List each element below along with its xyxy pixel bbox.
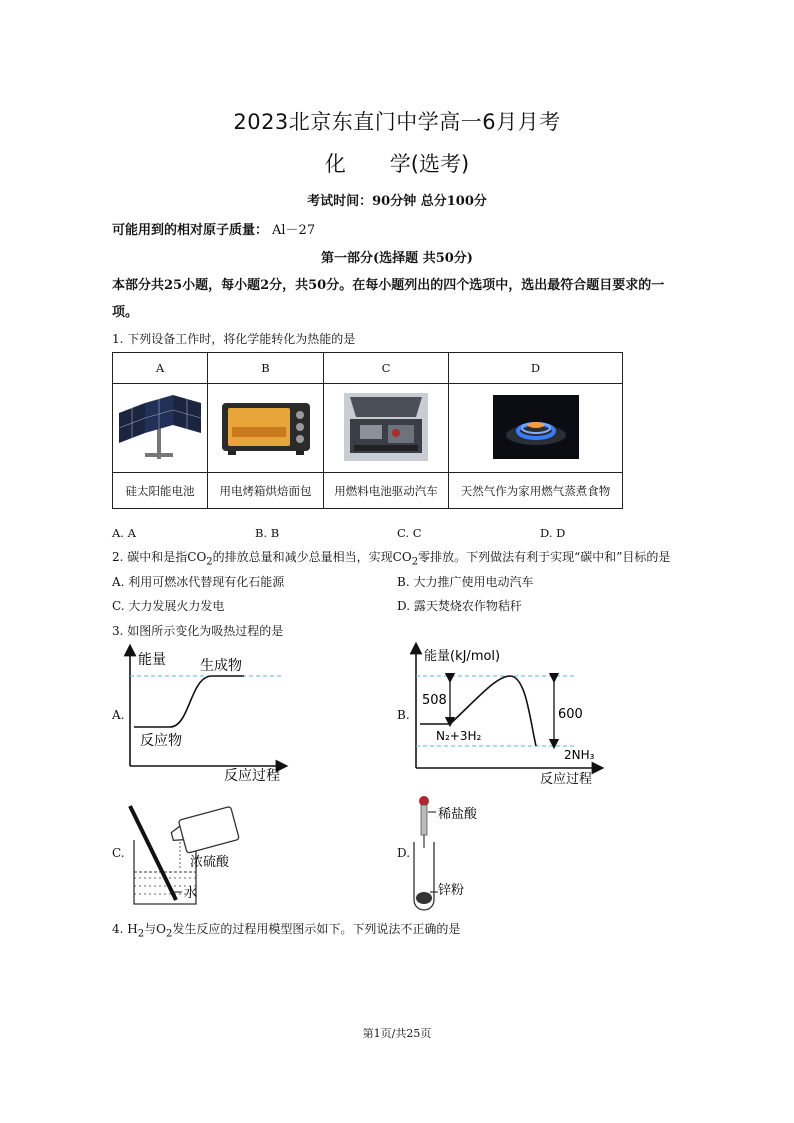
exam-meta: 考试时间：90分钟 总分100分 (307, 194, 487, 209)
q2-stem-part3: 零排放。下列做法有利于实现“碳中和”目标的是 (418, 550, 671, 564)
q2-option-c[interactable]: C. 大力发展火力发电 (112, 599, 225, 613)
page-footer: 第1页/共25页 (362, 1027, 432, 1040)
q3-label-b[interactable]: B. (397, 708, 410, 722)
graph-b-value-508: 508 (422, 693, 447, 708)
subject-char-1: 化 (324, 152, 346, 176)
graph-b-product: 2NH₃ (564, 748, 595, 762)
fuel-cell-car-image (344, 393, 428, 461)
figure-c-acid: 浓硫酸 (190, 855, 230, 870)
q3-figure-d (408, 794, 528, 912)
q1-answer-a[interactable]: A. A (112, 526, 136, 540)
q2-option-b[interactable]: B. 大力推广使用电动汽车 (397, 575, 534, 589)
q1-option-table (112, 352, 623, 509)
atomic-mass-line (112, 219, 315, 238)
q1-stem: 1. 下列设备工作时，将化学能转化为热能的是 (112, 332, 356, 346)
q3-graph-b (406, 640, 606, 788)
q1-caption-a: 硅太阳能电池 (113, 473, 208, 509)
q4-subscript-1: 2 (137, 928, 145, 940)
solar-panel-image (115, 393, 205, 461)
q1-header-b: B (208, 353, 324, 384)
figure-d-acid: 稀盐酸 (438, 807, 478, 822)
q1-image-c (324, 384, 449, 473)
subject-char-2: 学(选考) (389, 152, 470, 176)
q3-stem: 3. 如图所示变化为吸热过程的是 (112, 624, 284, 638)
q1-caption-d: 天然气作为家用燃气蒸煮食物 (449, 473, 623, 509)
q4-stem-part3: 发生反应的过程用模型图示如下。下列说法不正确的是 (172, 922, 461, 936)
graph-b-value-600: 600 (558, 707, 583, 722)
graph-a-ylabel: 能量 (138, 652, 166, 668)
graph-a-xlabel: 反应过程 (224, 768, 280, 782)
subject-title (0, 148, 794, 178)
graph-b-ylabel: 能量(kJ/mol) (424, 649, 501, 664)
q2-subscript-2: 2 (411, 556, 419, 568)
q4-subscript-2: 2 (165, 928, 173, 940)
atomic-mass-label: 可能用到的相对原子质量： (112, 223, 269, 238)
q1-caption-c: 用燃料电池驱动汽车 (324, 473, 449, 509)
q2-stem (112, 548, 670, 567)
q3-label-c[interactable]: C. (112, 846, 125, 860)
q1-header-a: A (113, 353, 208, 384)
q1-image-a (113, 384, 208, 473)
figure-d-metal: 锌粉 (438, 883, 465, 898)
q3-figure-c (120, 800, 270, 910)
q1-image-b (208, 384, 324, 473)
q2-stem-part2: 的排放总量和减少总量相当，实现CO (212, 550, 412, 564)
atomic-mass-value: Al－27 (272, 223, 316, 238)
q1-header-d: D (449, 353, 623, 384)
figure-c-water: 水 (184, 886, 198, 901)
q3-label-d[interactable]: D. (397, 846, 411, 860)
q3-graph-a (120, 642, 290, 782)
graph-a-reactant: 反应物 (140, 733, 182, 749)
q4-stem-part2: 与O (144, 922, 166, 936)
part-instruction: 本部分共25小题，每小题2分，共50分。在每小题列出的四个选项中，选出最符合题目要求的一项。 (112, 278, 665, 320)
q2-option-a[interactable]: A. 利用可燃冰代替现有化石能源 (112, 575, 285, 589)
graph-a-product: 生成物 (200, 658, 242, 674)
part-title: 第一部分(选择题 共50分) (321, 251, 473, 266)
q1-answer-c[interactable]: C. C (397, 526, 422, 540)
exam-title: 2023北京东直门中学高一6月月考 (233, 110, 561, 134)
q1-answer-b[interactable]: B. B (255, 526, 280, 540)
graph-b-xlabel: 反应过程 (540, 772, 593, 787)
q2-option-d[interactable]: D. 露天焚烧农作物秸秆 (397, 599, 522, 613)
toaster-oven-image (220, 397, 312, 457)
graph-b-reactant: N₂+3H₂ (436, 729, 482, 743)
q1-answer-d[interactable]: D. D (540, 526, 566, 540)
q4-stem-part1: 4. H (112, 922, 138, 936)
q2-subscript-1: 2 (206, 556, 213, 568)
q4-stem (112, 920, 460, 939)
q2-stem-part1: 2. 碳中和是指CO (112, 550, 207, 564)
q1-image-d (449, 384, 623, 473)
gas-stove-flame-image (493, 395, 579, 459)
q1-header-c: C (324, 353, 449, 384)
q3-label-a[interactable]: A. (112, 708, 125, 722)
q1-caption-b: 用电烤箱烘焙面包 (208, 473, 324, 509)
